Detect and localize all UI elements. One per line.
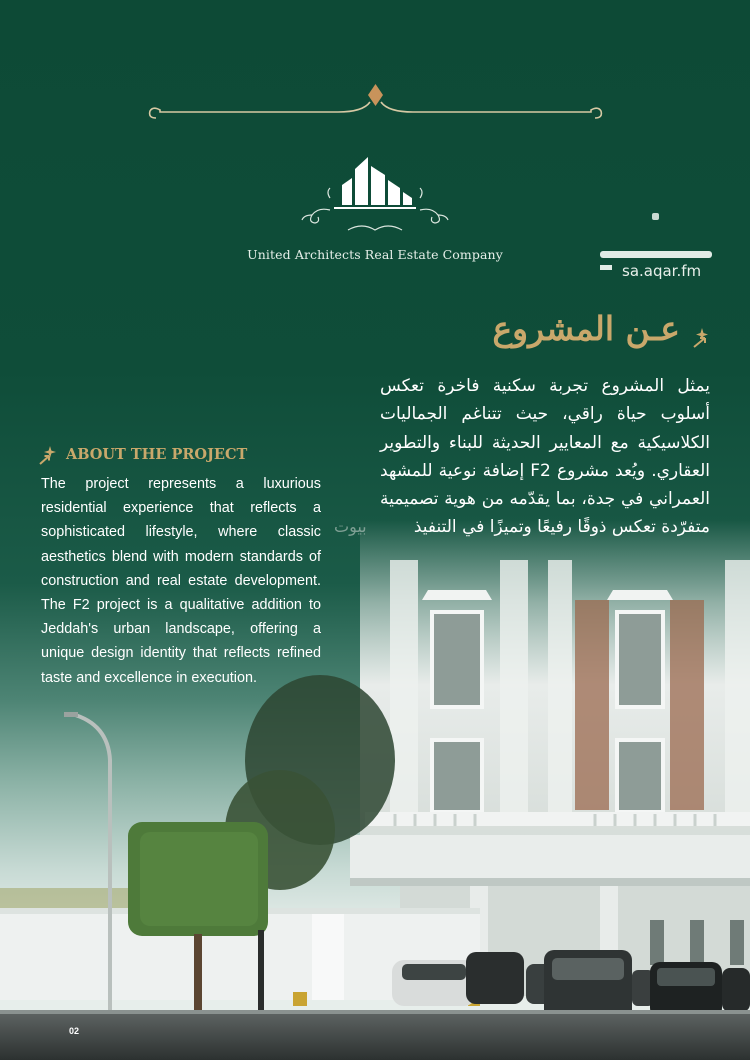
english-paragraph: The project represents a luxurious residential experience that reflects a sophisticated lifestyle, where classic aesthetics blend with modern standards of construction and real estate development. The F2 project is a qualitative addition to Jeddah's urban landscape, offering a unique design identity that reflects refined taste and excellence in execution. (41, 476, 321, 686)
page-number: 02 (69, 1026, 80, 1036)
company-name: United Architects Real Estate Company (247, 247, 503, 262)
arabic-section-body (380, 372, 710, 542)
watermark-site: sa.aqar.fm (622, 262, 702, 280)
sparkle-arrow-icon (690, 325, 716, 351)
watermark-secondary: بيوت (334, 517, 367, 536)
arabic-section-title: عـن المشروع (492, 309, 680, 348)
english-section-heading: ABOUT THE PROJECT (66, 446, 248, 463)
watermark-mark (652, 213, 659, 220)
english-section-body (41, 472, 321, 690)
building-logo-icon (300, 152, 450, 242)
watermark-mark-small (600, 265, 612, 270)
watermark-bar (600, 251, 712, 258)
sparkle-arrow-icon (38, 444, 60, 466)
arabic-paragraph: يمثل المشروع تجربة سكنية فاخرة تعكس أسلوب حياة راقي، حيث تتناغم الجماليات الكلاسيكية مع المعايير الحديثة للبناء والتطوير العقاري. ويُعد مشروع F2 إضافة نوعية للمشهد العمراني في جدة، بما يقدّمه من هوية تصميمية متفرّدة تعكس ذوقًا رفيعًا وتميزًا في التنفيذ (380, 376, 710, 538)
ornamental-divider-icon (148, 80, 603, 125)
